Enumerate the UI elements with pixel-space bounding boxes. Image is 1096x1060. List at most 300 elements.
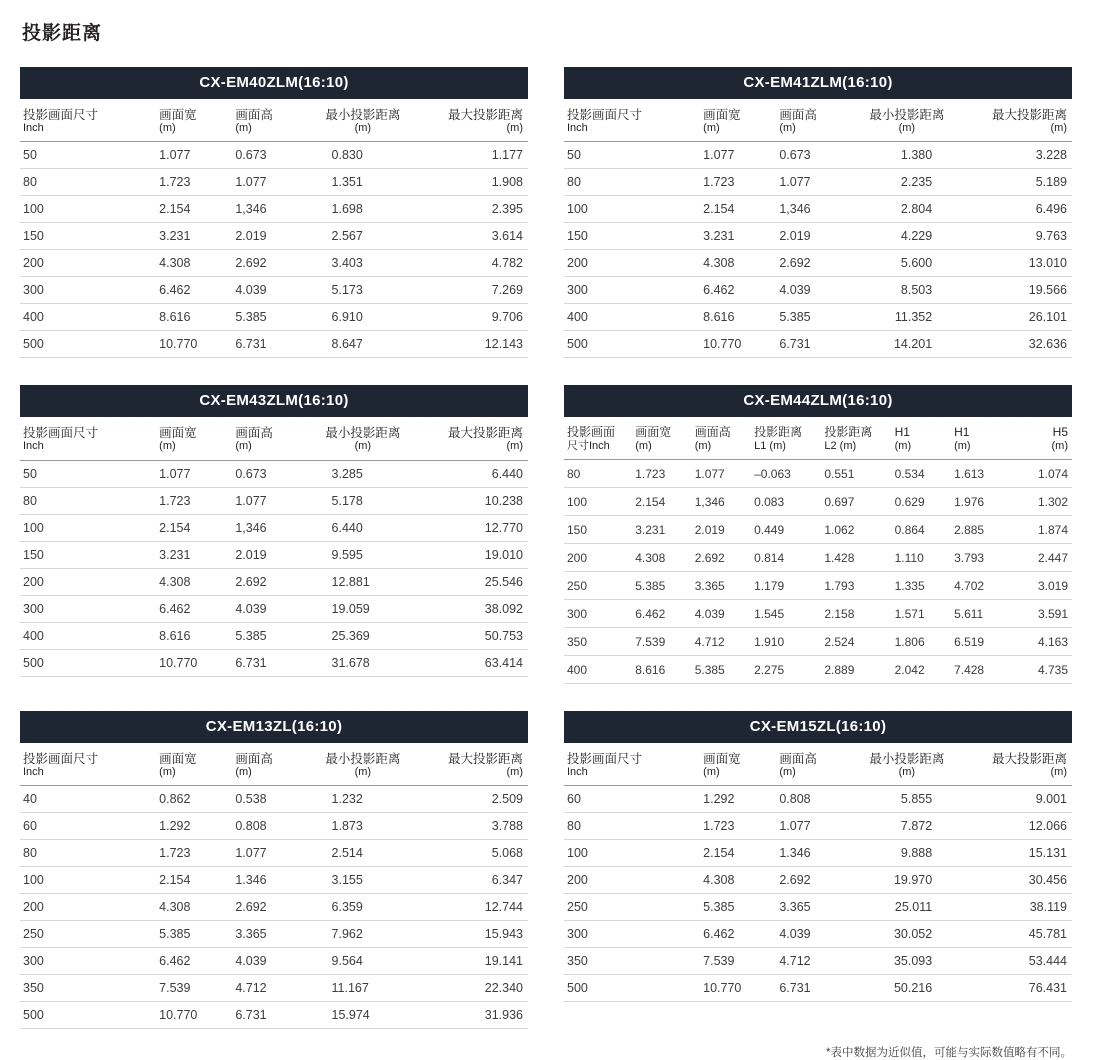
value-cell: 1,346 xyxy=(777,196,853,223)
value-cell: 5.385 xyxy=(777,304,853,331)
screen-size-cell: 300 xyxy=(20,277,157,304)
value-cell: 8.616 xyxy=(701,304,777,331)
screen-size-cell: 200 xyxy=(20,568,157,595)
value-cell: 1.110 xyxy=(894,544,953,572)
value-cell: 1.793 xyxy=(823,572,893,600)
screen-size-cell: 500 xyxy=(20,649,157,676)
value-cell: 2.567 xyxy=(310,223,417,250)
screen-size-cell: 100 xyxy=(564,488,634,516)
value-cell: 4.308 xyxy=(157,250,233,277)
value-cell: 10.770 xyxy=(157,649,233,676)
column-header: 最小投影距离 (m) xyxy=(325,108,401,134)
table-header-row xyxy=(564,99,1072,142)
column-header: 画面高 (m) xyxy=(235,108,273,134)
screen-size-cell: 300 xyxy=(564,600,634,628)
screen-size-cell: 80 xyxy=(564,169,701,196)
value-cell: 1.723 xyxy=(157,840,233,867)
table-row xyxy=(20,196,528,223)
table-row xyxy=(20,813,528,840)
value-cell: 19.010 xyxy=(416,541,528,568)
value-cell: 10.238 xyxy=(416,487,528,514)
screen-size-cell: 100 xyxy=(20,196,157,223)
screen-size-cell: 500 xyxy=(20,331,157,358)
screen-size-cell: 200 xyxy=(564,544,634,572)
value-cell: 1.335 xyxy=(894,572,953,600)
column-header: 投影画面尺寸 Inch xyxy=(23,108,99,134)
table-header-row xyxy=(564,417,1072,459)
column-header: 画面高 (m) xyxy=(779,752,817,779)
value-cell: 12.770 xyxy=(416,514,528,541)
value-cell: 6.462 xyxy=(634,600,693,628)
value-cell: 4.735 xyxy=(1013,656,1073,684)
value-cell: 1.545 xyxy=(753,600,823,628)
value-cell: 31.678 xyxy=(310,649,417,676)
column-header: 画面宽 (m) xyxy=(703,752,741,779)
value-cell: 2.509 xyxy=(416,786,528,813)
screen-size-cell: 50 xyxy=(20,460,157,487)
value-cell: 3.285 xyxy=(310,460,417,487)
screen-size-cell: 100 xyxy=(564,196,701,223)
table-row xyxy=(20,514,528,541)
table-row xyxy=(564,488,1072,516)
table-title: CX-EM43ZLM(16:10) xyxy=(20,385,528,417)
value-cell: 0.538 xyxy=(233,786,309,813)
value-cell: 12.143 xyxy=(416,331,528,358)
screen-size-cell: 50 xyxy=(20,142,157,169)
value-cell: 1.874 xyxy=(1013,516,1073,544)
value-cell: 4.702 xyxy=(953,572,1012,600)
table-title: CX-EM44ZLM(16:10) xyxy=(564,385,1072,417)
screen-size-cell: 250 xyxy=(564,894,701,921)
projection-table xyxy=(20,417,528,676)
value-cell: 1.077 xyxy=(233,169,309,196)
table-header-row xyxy=(20,417,528,460)
screen-size-cell: 300 xyxy=(564,921,701,948)
value-cell: 3.788 xyxy=(416,813,528,840)
value-cell: 1.723 xyxy=(701,169,777,196)
value-cell: 7.428 xyxy=(953,656,1012,684)
value-cell: 1.077 xyxy=(233,840,309,867)
value-cell: 5.611 xyxy=(953,600,1012,628)
value-cell: 2.154 xyxy=(701,840,777,867)
value-cell: 5.855 xyxy=(854,786,961,813)
column-header: 画面宽 (m) xyxy=(703,108,741,134)
value-cell: 2.019 xyxy=(233,223,309,250)
column-header: 最大投影距离 (m) xyxy=(991,108,1067,134)
table-row xyxy=(20,487,528,514)
projection-table xyxy=(564,743,1072,1002)
value-cell: 19.566 xyxy=(960,277,1072,304)
value-cell: 3.231 xyxy=(157,541,233,568)
value-cell: 38.119 xyxy=(960,894,1072,921)
value-cell: 5.385 xyxy=(233,622,309,649)
value-cell: 2.154 xyxy=(634,488,693,516)
table-row xyxy=(20,460,528,487)
table-row xyxy=(20,169,528,196)
value-cell: –0.063 xyxy=(753,460,823,488)
value-cell: 4.308 xyxy=(157,894,233,921)
table-row xyxy=(20,786,528,813)
value-cell: 1.346 xyxy=(777,840,853,867)
value-cell: 5.385 xyxy=(233,304,309,331)
value-cell: 3.365 xyxy=(694,572,753,600)
screen-size-cell: 80 xyxy=(20,487,157,514)
value-cell: 2.154 xyxy=(157,867,233,894)
value-cell: 4.308 xyxy=(634,544,693,572)
table-block-cx-em13zl xyxy=(20,711,528,1029)
value-cell: 19.059 xyxy=(310,595,417,622)
table-row xyxy=(20,304,528,331)
value-cell: 30.052 xyxy=(854,921,961,948)
value-cell: 2.395 xyxy=(416,196,528,223)
table-row xyxy=(20,921,528,948)
screen-size-cell: 400 xyxy=(564,304,701,331)
value-cell: 19.970 xyxy=(854,867,961,894)
value-cell: 1.292 xyxy=(701,786,777,813)
value-cell: 7.539 xyxy=(634,628,693,656)
table-row xyxy=(564,304,1072,331)
screen-size-cell: 150 xyxy=(564,516,634,544)
column-header: 投影画面 尺寸Inch xyxy=(567,425,616,452)
value-cell: 3.365 xyxy=(777,894,853,921)
column-header: 投影画面尺寸 Inch xyxy=(23,752,99,779)
value-cell: 7.872 xyxy=(854,813,961,840)
value-cell: 1.723 xyxy=(157,169,233,196)
value-cell: 9.888 xyxy=(854,840,961,867)
value-cell: 6.731 xyxy=(777,975,853,1002)
value-cell: 2.447 xyxy=(1013,544,1073,572)
column-header: 最小投影距离 (m) xyxy=(325,752,401,779)
value-cell: 1.232 xyxy=(310,786,417,813)
value-cell: 5.385 xyxy=(694,656,753,684)
value-cell: 3.231 xyxy=(634,516,693,544)
table-row xyxy=(564,142,1072,169)
value-cell: 2.524 xyxy=(823,628,893,656)
column-header: 画面高 (m) xyxy=(694,425,731,452)
screen-size-cell: 300 xyxy=(20,948,157,975)
value-cell: 5.178 xyxy=(310,487,417,514)
screen-size-cell: 150 xyxy=(564,223,701,250)
column-header: H5 (m) xyxy=(1051,425,1068,452)
table-row xyxy=(564,223,1072,250)
value-cell: 15.943 xyxy=(416,921,528,948)
value-cell: 1.698 xyxy=(310,196,417,223)
table-block-cx-em44zlm xyxy=(564,385,1072,684)
table-title: CX-EM15ZL(16:10) xyxy=(564,711,1072,743)
value-cell: 10.770 xyxy=(701,331,777,358)
table-row xyxy=(20,975,528,1002)
screen-size-cell: 500 xyxy=(564,975,701,1002)
screen-size-cell: 100 xyxy=(564,840,701,867)
value-cell: 1,346 xyxy=(694,488,753,516)
value-cell: 3.403 xyxy=(310,250,417,277)
screen-size-cell: 150 xyxy=(20,541,157,568)
table-row xyxy=(564,628,1072,656)
value-cell: 6.462 xyxy=(157,277,233,304)
value-cell: 1.613 xyxy=(953,460,1012,488)
value-cell: 32.636 xyxy=(960,331,1072,358)
value-cell: 1.723 xyxy=(157,487,233,514)
screen-size-cell: 150 xyxy=(20,223,157,250)
value-cell: 1.351 xyxy=(310,169,417,196)
value-cell: 30.456 xyxy=(960,867,1072,894)
column-header: 最小投影距离 (m) xyxy=(325,426,401,453)
screen-size-cell: 300 xyxy=(564,277,701,304)
value-cell: 4.039 xyxy=(233,948,309,975)
value-cell: 2.019 xyxy=(777,223,853,250)
value-cell: 1.292 xyxy=(157,813,233,840)
table-row xyxy=(564,975,1072,1002)
value-cell: 9.564 xyxy=(310,948,417,975)
value-cell: 3.231 xyxy=(701,223,777,250)
screen-size-cell: 80 xyxy=(20,840,157,867)
column-header: 投影距离 L2 (m) xyxy=(824,425,873,452)
value-cell: 2.042 xyxy=(894,656,953,684)
value-cell: 6.462 xyxy=(157,595,233,622)
value-cell: 1.908 xyxy=(416,169,528,196)
value-cell: 6.731 xyxy=(233,649,309,676)
screen-size-cell: 500 xyxy=(20,1002,157,1029)
value-cell: 0.808 xyxy=(233,813,309,840)
value-cell: 25.011 xyxy=(854,894,961,921)
table-row xyxy=(564,921,1072,948)
tables-grid xyxy=(20,67,1076,1056)
table-block-cx-em41zlm xyxy=(564,67,1072,358)
value-cell: 10.770 xyxy=(157,331,233,358)
column-header: 最小投影距离 (m) xyxy=(869,108,945,134)
screen-size-cell: 80 xyxy=(20,169,157,196)
table-row xyxy=(20,840,528,867)
value-cell: 1,346 xyxy=(233,514,309,541)
value-cell: 2.154 xyxy=(157,514,233,541)
value-cell: 7.539 xyxy=(157,975,233,1002)
table-block-cx-em15zl xyxy=(564,711,1072,1029)
value-cell: 1.062 xyxy=(823,516,893,544)
value-cell: 0.449 xyxy=(753,516,823,544)
value-cell: 6.440 xyxy=(310,514,417,541)
table-row xyxy=(564,516,1072,544)
table-row xyxy=(20,277,528,304)
value-cell: 1.077 xyxy=(233,487,309,514)
value-cell: 2.154 xyxy=(157,196,233,223)
value-cell: 3.793 xyxy=(953,544,1012,572)
value-cell: 8.647 xyxy=(310,331,417,358)
value-cell: 8.503 xyxy=(854,277,961,304)
value-cell: 14.201 xyxy=(854,331,961,358)
value-cell: 2.692 xyxy=(694,544,753,572)
value-cell: 5.600 xyxy=(854,250,961,277)
column-header: H1 (m) xyxy=(894,425,912,452)
column-header: 画面宽 (m) xyxy=(159,108,197,134)
value-cell: 1.873 xyxy=(310,813,417,840)
table-row xyxy=(564,572,1072,600)
value-cell: 3.155 xyxy=(310,867,417,894)
value-cell: 6.910 xyxy=(310,304,417,331)
value-cell: 4.308 xyxy=(157,568,233,595)
table-row xyxy=(564,196,1072,223)
value-cell: 6.462 xyxy=(701,277,777,304)
screen-size-cell: 300 xyxy=(20,595,157,622)
value-cell: 5.385 xyxy=(634,572,693,600)
screen-size-cell: 100 xyxy=(20,514,157,541)
value-cell: 4.039 xyxy=(233,595,309,622)
table-row xyxy=(564,840,1072,867)
value-cell: 45.781 xyxy=(960,921,1072,948)
column-header: 投影距离 L1 (m) xyxy=(754,425,803,452)
value-cell: 3.614 xyxy=(416,223,528,250)
value-cell: 13.010 xyxy=(960,250,1072,277)
value-cell: 1.179 xyxy=(753,572,823,600)
column-header: H1 (m) xyxy=(954,425,971,452)
table-row xyxy=(20,867,528,894)
value-cell: 31.936 xyxy=(416,1002,528,1029)
value-cell: 4.712 xyxy=(233,975,309,1002)
value-cell: 11.167 xyxy=(310,975,417,1002)
projection-table xyxy=(20,743,528,1029)
value-cell: 6.731 xyxy=(777,331,853,358)
screen-size-cell: 200 xyxy=(564,250,701,277)
projection-table xyxy=(564,99,1072,358)
value-cell: 2.804 xyxy=(854,196,961,223)
screen-size-cell: 400 xyxy=(20,304,157,331)
table-row xyxy=(20,250,528,277)
column-header: 投影画面尺寸 Inch xyxy=(567,108,643,134)
value-cell: 5.189 xyxy=(960,169,1072,196)
value-cell: 0.864 xyxy=(894,516,953,544)
value-cell: 9.763 xyxy=(960,223,1072,250)
value-cell: 2.692 xyxy=(777,250,853,277)
table-row xyxy=(564,169,1072,196)
value-cell: 0.534 xyxy=(894,460,953,488)
table-title: CX-EM40ZLM(16:10) xyxy=(20,67,528,99)
value-cell: 7.962 xyxy=(310,921,417,948)
column-header: 画面高 (m) xyxy=(235,426,273,453)
value-cell: 6.440 xyxy=(416,460,528,487)
value-cell: 2.692 xyxy=(233,250,309,277)
screen-size-cell: 100 xyxy=(20,867,157,894)
value-cell: 6.462 xyxy=(701,921,777,948)
screen-size-cell: 60 xyxy=(20,813,157,840)
value-cell: 2.158 xyxy=(823,600,893,628)
table-row xyxy=(20,142,528,169)
value-cell: 9.595 xyxy=(310,541,417,568)
value-cell: 0.551 xyxy=(823,460,893,488)
value-cell: 3.365 xyxy=(233,921,309,948)
projection-table xyxy=(20,99,528,358)
value-cell: 1.177 xyxy=(416,142,528,169)
value-cell: 25.369 xyxy=(310,622,417,649)
value-cell: 1.077 xyxy=(777,169,853,196)
table-row xyxy=(564,813,1072,840)
value-cell: 15.974 xyxy=(310,1002,417,1029)
value-cell: 7.269 xyxy=(416,277,528,304)
value-cell: 1.976 xyxy=(953,488,1012,516)
value-cell: 2.692 xyxy=(233,568,309,595)
screen-size-cell: 60 xyxy=(564,786,701,813)
value-cell: 53.444 xyxy=(960,948,1072,975)
value-cell: 50.216 xyxy=(854,975,961,1002)
table-row xyxy=(20,1002,528,1029)
screen-size-cell: 200 xyxy=(564,867,701,894)
screen-size-cell: 40 xyxy=(20,786,157,813)
value-cell: 6.496 xyxy=(960,196,1072,223)
screen-size-cell: 500 xyxy=(564,331,701,358)
screen-size-cell: 400 xyxy=(564,656,634,684)
table-row xyxy=(564,460,1072,488)
table-row xyxy=(20,894,528,921)
value-cell: 2.235 xyxy=(854,169,961,196)
value-cell: 10.770 xyxy=(701,975,777,1002)
value-cell: 26.101 xyxy=(960,304,1072,331)
value-cell: 0.083 xyxy=(753,488,823,516)
table-block-cx-em40zlm xyxy=(20,67,528,358)
screen-size-cell: 350 xyxy=(564,628,634,656)
value-cell: 4.712 xyxy=(694,628,753,656)
table-row xyxy=(20,595,528,622)
value-cell: 10.770 xyxy=(157,1002,233,1029)
table-row xyxy=(20,541,528,568)
value-cell: 1.723 xyxy=(634,460,693,488)
value-cell: 2.692 xyxy=(233,894,309,921)
value-cell: 6.731 xyxy=(233,1002,309,1029)
value-cell: 25.546 xyxy=(416,568,528,595)
value-cell: 6.359 xyxy=(310,894,417,921)
table-row xyxy=(20,622,528,649)
value-cell: 0.697 xyxy=(823,488,893,516)
value-cell: 1.077 xyxy=(777,813,853,840)
value-cell: 5.385 xyxy=(701,894,777,921)
screen-size-cell: 250 xyxy=(564,572,634,600)
screen-size-cell: 200 xyxy=(20,250,157,277)
value-cell: 1,346 xyxy=(233,196,309,223)
table-row xyxy=(564,544,1072,572)
value-cell: 1.806 xyxy=(894,628,953,656)
table-block-cx-em43zlm xyxy=(20,385,528,684)
table-title: CX-EM41ZLM(16:10) xyxy=(564,67,1072,99)
value-cell: 5.385 xyxy=(157,921,233,948)
value-cell: 1.074 xyxy=(1013,460,1073,488)
value-cell: 2.275 xyxy=(753,656,823,684)
screen-size-cell: 350 xyxy=(564,948,701,975)
value-cell: 4.782 xyxy=(416,250,528,277)
value-cell: 38.092 xyxy=(416,595,528,622)
column-header: 画面高 (m) xyxy=(235,752,273,779)
value-cell: 63.414 xyxy=(416,649,528,676)
screen-size-cell: 350 xyxy=(20,975,157,1002)
table-row xyxy=(20,568,528,595)
value-cell: 6.519 xyxy=(953,628,1012,656)
table-row xyxy=(564,656,1072,684)
column-header: 最大投影距离 (m) xyxy=(991,752,1067,779)
value-cell: 1.723 xyxy=(701,813,777,840)
table-title: CX-EM13ZL(16:10) xyxy=(20,711,528,743)
table-row xyxy=(564,867,1072,894)
value-cell: 4.039 xyxy=(233,277,309,304)
table-row xyxy=(20,649,528,676)
screen-size-cell: 250 xyxy=(20,921,157,948)
value-cell: 9.001 xyxy=(960,786,1072,813)
value-cell: 15.131 xyxy=(960,840,1072,867)
value-cell: 4.039 xyxy=(777,277,853,304)
value-cell: 11.352 xyxy=(854,304,961,331)
value-cell: 1.346 xyxy=(233,867,309,894)
value-cell: 4.229 xyxy=(854,223,961,250)
value-cell: 22.340 xyxy=(416,975,528,1002)
table-header-row xyxy=(564,743,1072,786)
value-cell: 6.462 xyxy=(157,948,233,975)
value-cell: 3.231 xyxy=(157,223,233,250)
value-cell: 8.616 xyxy=(634,656,693,684)
